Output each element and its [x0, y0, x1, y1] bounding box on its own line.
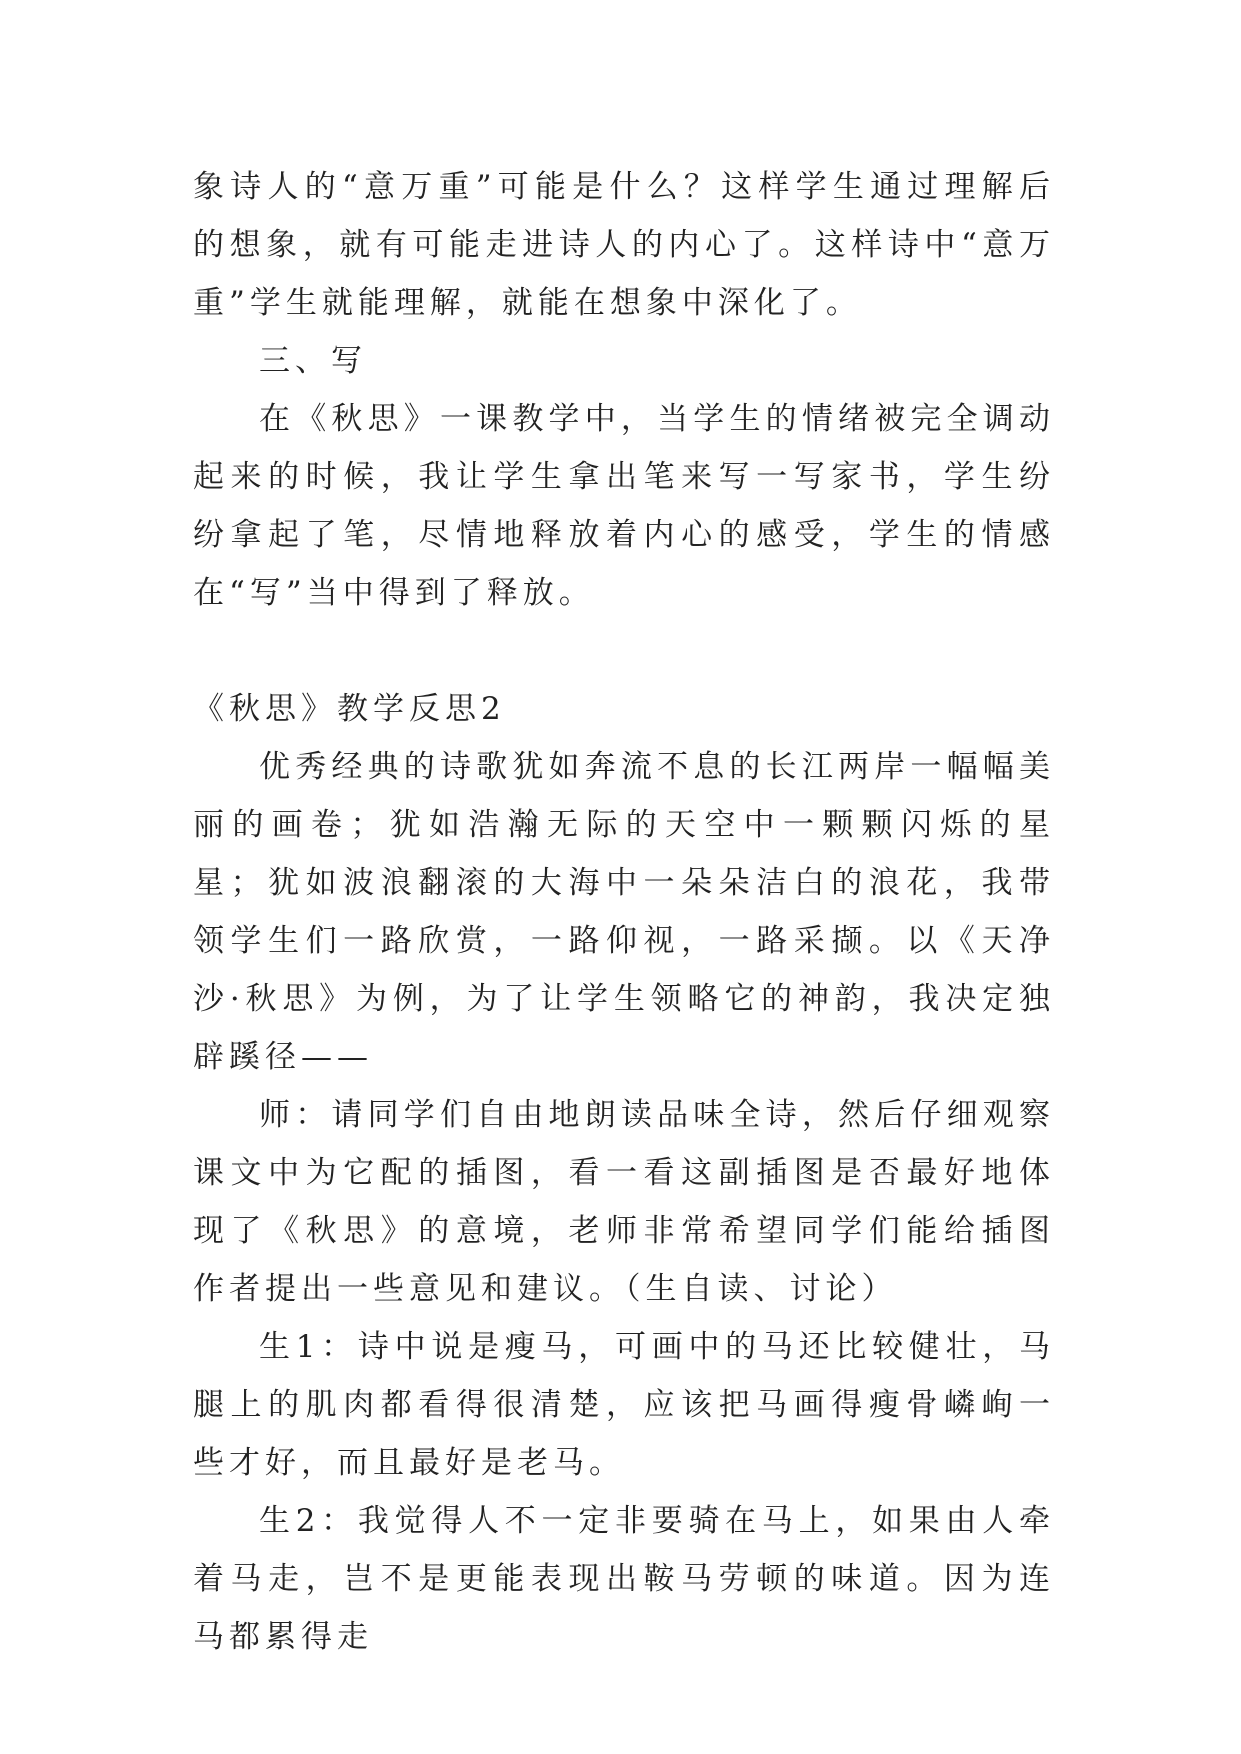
paragraph-student-2: 生2：我觉得人不一定非要骑在马上，如果由人牵着马走，岂不是更能表现出鞍马劳顿的味道。因为连马都累得走	[193, 1503, 1055, 1655]
paragraph-write-practice: 在《秋思》一课教学中，当学生的情绪被完全调动起来的时候，我让学生拿出笔来写一写家书，学生纷纷拿起了笔，尽情地释放着内心的感受，学生的情感在“写”当中得到了释放。	[193, 401, 1055, 611]
paragraph-continued: 象诗人的“意万重”可能是什么？这样学生通过理解后的想象，就有可能走进诗人的内心了。这样诗中“意万重”学生就能理解，就能在想象中深化了。	[193, 169, 1055, 321]
paragraph-intro: 优秀经典的诗歌犹如奔流不息的长江两岸一幅幅美丽的画卷；犹如浩瀚无际的天空中一颗颗闪烁的星星；犹如波浪翻滚的大海中一朵朵洁白的浪花，我带领学生们一路欣赏，一路仰视，一路采撷。以《天净沙·秋思》为例，为了让学生领略它的神韵，我决定独辟蹊径——	[193, 749, 1055, 1075]
section-heading-write: 三、写	[259, 343, 367, 379]
paragraph-teacher: 师：请同学们自由地朗读品味全诗，然后仔细观察课文中为它配的插图，看一看这副插图是否最好地体现了《秋思》的意境，老师非常希望同学们能给插图作者提出一些意见和建议。（生自读、讨论）	[193, 1097, 1055, 1307]
paragraph-student-1: 生1：诗中说是瘦马，可画中的马还比较健壮，马腿上的肌肉都看得很清楚，应该把马画得瘦骨嶙峋一些才好，而且最好是老马。	[193, 1329, 1055, 1481]
section-title: 《秋思》教学反思2	[193, 691, 506, 727]
document-body	[193, 158, 1055, 1666]
